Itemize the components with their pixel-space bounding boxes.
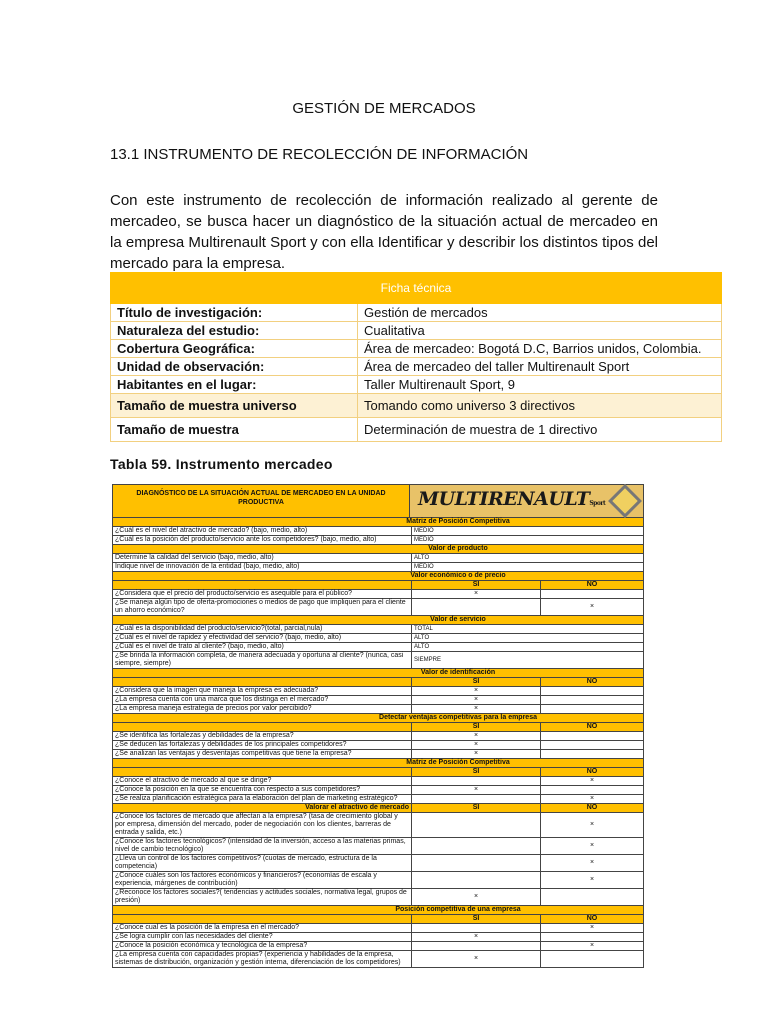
instrument-header	[113, 485, 643, 518]
ficha-value: Gestión de mercados	[358, 304, 722, 322]
no-header: NO	[541, 678, 643, 686]
answer-cell: TOTAL	[414, 626, 433, 632]
yes-no-header	[113, 678, 643, 687]
yes-cell: ×	[412, 590, 541, 598]
no-header: NO	[541, 581, 643, 589]
question-cell: ¿La empresa maneja estrategia de precios por valor percibido?	[113, 705, 412, 713]
yes-cell: ×	[412, 705, 541, 713]
table-row	[113, 750, 643, 759]
table-row	[113, 942, 643, 951]
table-row	[113, 777, 643, 786]
ficha-label: Cobertura Geográfica:	[111, 340, 358, 358]
yes-cell	[412, 795, 541, 803]
section-heading: Detectar ventajas competitivas para la empresa	[113, 714, 643, 723]
question-cell: ¿Conoce el atractivo de mercado al que se dirige?	[113, 777, 412, 785]
section-heading: Valor económico o de precio	[113, 572, 643, 581]
table-row	[113, 536, 643, 545]
table-row	[113, 696, 643, 705]
question-cell: ¿Lleva un control de los factores competitivos? (cuotas de mercado, estructura de la competencia)	[113, 855, 412, 871]
logo-wordmark: MULTIRENAULTSport	[418, 487, 606, 510]
no-cell	[541, 590, 643, 598]
question-cell: ¿Cuál es el nivel del atractivo de mercado? (bajo, medio, alto)	[113, 527, 412, 535]
instrument-heading: DIAGNÓSTICO DE LA SITUACIÓN ACTUAL DE MERCADEO EN LA UNIDAD PRODUCTIVA	[113, 485, 410, 517]
yes-header: SI	[412, 915, 541, 923]
table-row	[113, 786, 643, 795]
ficha-value: Área de mercadeo: Bogotá D.C, Barrios unidos, Colombia.	[358, 340, 722, 358]
table-row	[113, 838, 643, 855]
yes-cell	[412, 599, 541, 615]
table-row	[111, 418, 722, 442]
table-row	[111, 358, 722, 376]
table-row	[113, 599, 643, 616]
section-heading: Valor de servicio	[113, 616, 643, 625]
yes-cell	[412, 813, 541, 837]
table-row	[113, 741, 643, 750]
yes-cell	[412, 942, 541, 950]
table-row	[113, 634, 643, 643]
section-title: 13.1 INSTRUMENTO DE RECOLECCIÓN DE INFORMACIÓN	[110, 146, 529, 163]
question-cell: ¿Conoce la posición en la que se encuentra con respecto a sus competidores?	[113, 786, 412, 794]
table-row	[113, 855, 643, 872]
no-cell: ×	[589, 859, 595, 866]
question-cell: ¿Conoce la posición económica y tecnológica de la empresa?	[113, 942, 412, 950]
no-cell: ×	[589, 876, 595, 883]
table-row	[113, 625, 643, 634]
yes-cell: ×	[412, 687, 541, 695]
question-cell: Determine la calidad del servicio (bajo, medio, alto)	[113, 554, 412, 562]
question-cell: ¿Cuál es el nivel de trato al cliente? (bajo, medio, alto)	[113, 643, 412, 651]
section-heading: Valor de producto	[113, 545, 643, 554]
renault-diamond-icon	[608, 484, 642, 518]
question-cell: ¿Se deducen las fortalezas y debilidades de los principales competidores?	[113, 741, 412, 749]
ficha-label: Tamaño de muestra universo	[111, 394, 358, 418]
question-cell: ¿Se maneja algún tipo de oferta-promociones o medios de pago que impliquen para el cliente un ahorro económico?	[113, 599, 412, 615]
yes-no-header	[113, 723, 643, 732]
yes-no-header	[113, 768, 643, 777]
instrument-table	[112, 484, 644, 968]
table-row	[113, 563, 643, 572]
no-cell: ×	[589, 924, 595, 931]
yes-cell: ×	[412, 889, 541, 905]
no-cell: ×	[589, 942, 595, 949]
yes-cell	[412, 777, 541, 785]
question-cell: ¿Cuál es la posición del producto/servicio ante los competidores? (bajo, medio, alto)	[113, 536, 412, 544]
no-header: NO	[541, 768, 643, 776]
table-row	[113, 554, 643, 563]
intro-paragraph: Con este instrumento de recolección de información realizado al gerente de mercadeo, se busca hacer un diagnóstico de la situación actual de mercadeo en la empresa Multirenault Sport y con ella Identificar y describir los distintos tipos del mercado para la empresa.	[110, 192, 658, 272]
no-cell	[541, 951, 643, 967]
yes-no-header	[113, 581, 643, 590]
no-cell: ×	[589, 821, 595, 828]
yes-header: SI	[412, 678, 541, 686]
yes-cell: ×	[412, 786, 541, 794]
question-cell: ¿Se logra cumplir con las necesidades del cliente?	[113, 933, 412, 941]
yes-header: SI	[412, 768, 541, 776]
no-cell	[541, 732, 643, 740]
ficha-value: Determinación de muestra de 1 directivo	[358, 418, 722, 442]
question-cell: ¿Cuál es la disponibilidad del producto/servicio?(total, parcial,nula)	[113, 625, 412, 633]
no-cell: ×	[589, 777, 595, 784]
table-row	[113, 924, 643, 933]
question-cell: ¿La empresa cuenta con capacidades propias? (experiencia y habilidades de la empresa, sistemas de distribución, organización y gestión interna, diferenciación de los competidores)	[113, 951, 412, 967]
no-cell: ×	[589, 842, 595, 849]
ficha-value: Cualitativa	[358, 322, 722, 340]
no-cell	[541, 750, 643, 758]
yes-cell	[412, 855, 541, 871]
question-cell: ¿Cuál es el nivel de rapidez y efectividad del servicio? (bajo, medio, alto)	[113, 634, 412, 642]
question-cell: ¿Se analizan las ventajas y desventajas competitivas que tiene la empresa?	[113, 750, 412, 758]
ficha-value: Taller Multirenault Sport, 9	[358, 376, 722, 394]
no-header: NO	[541, 804, 643, 812]
table-row	[113, 872, 643, 889]
yes-header: SI	[412, 581, 541, 589]
yes-header: SI	[412, 723, 541, 731]
table-row	[113, 652, 643, 669]
yes-cell: ×	[412, 951, 541, 967]
table-row	[111, 304, 722, 322]
answer-cell: ALTO	[414, 635, 430, 641]
yes-cell: ×	[412, 933, 541, 941]
section-heading: Matriz de Posición Competitiva	[113, 518, 643, 527]
question-cell: ¿Se identifica las fortalezas y debilidades de la empresa?	[113, 732, 412, 740]
table-row	[111, 322, 722, 340]
no-cell	[541, 889, 643, 905]
yes-header: SI	[412, 804, 541, 812]
yes-cell	[412, 924, 541, 932]
table-row	[113, 527, 643, 536]
no-header: NO	[541, 915, 643, 923]
ficha-value: Tomando como universo 3 directivos	[358, 394, 722, 418]
no-cell	[541, 933, 643, 941]
section-heading: Posición competitiva de una empresa	[113, 906, 643, 915]
no-cell	[541, 687, 643, 695]
table-row	[113, 732, 643, 741]
question-cell: ¿Reconoce los factores sociales?( tendencias y actitudes sociales, normativa legal, grupos de presión)	[113, 889, 412, 905]
question-cell: ¿Conoce cual es la posición de la empresa en el mercado?	[113, 924, 412, 932]
question-cell: ¿Se realiza planificación estratégica para la elaboración del plan de marketing estratégico?	[113, 795, 412, 803]
no-cell: ×	[589, 603, 595, 610]
table-row	[113, 933, 643, 942]
yes-cell: ×	[412, 750, 541, 758]
question-cell: ¿Considera que la imagen que maneja la empresa es adecuada?	[113, 687, 412, 695]
section-heading: Valor de identificación	[113, 669, 643, 678]
yes-cell: ×	[412, 696, 541, 704]
answer-cell: ALTO	[414, 555, 430, 561]
section-heading: Valorar el atractivo de mercado	[113, 804, 412, 812]
answer-cell: SIEMPRE	[414, 657, 442, 663]
table-row	[113, 951, 643, 967]
section-heading-row	[113, 804, 643, 813]
table-row	[113, 705, 643, 714]
question-cell: ¿Considera que el precio del producto/servicio es asequible para el público?	[113, 590, 412, 598]
ficha-label: Título de investigación:	[111, 304, 358, 322]
section-heading: Matriz de Posición Competitiva	[113, 759, 643, 768]
table-row	[113, 590, 643, 599]
table-row	[113, 687, 643, 696]
table-row	[111, 394, 722, 418]
ficha-label: Habitantes en el lugar:	[111, 376, 358, 394]
answer-cell: MEDIO	[414, 564, 434, 570]
answer-cell: ALTO	[414, 644, 430, 650]
table-row	[111, 340, 722, 358]
table-row	[113, 795, 643, 804]
question-cell: ¿Conoce cuáles son los factores económicos y financieros? (economías de escala y experiencia, márgenes de contribución)	[113, 872, 412, 888]
question-cell: ¿Se brinda la información completa, de manera adecuada y oportuna al cliente? (nunca, casi siempre, siempre)	[113, 652, 412, 668]
no-cell	[541, 741, 643, 749]
yes-cell	[412, 838, 541, 854]
no-cell	[541, 696, 643, 704]
ficha-label: Tamaño de muestra	[111, 418, 358, 442]
yes-cell: ×	[412, 741, 541, 749]
page-title: GESTIÓN DE MERCADOS	[292, 100, 476, 117]
answer-cell: MEDIO	[414, 537, 434, 543]
no-cell: ×	[589, 795, 595, 802]
table-row	[113, 813, 643, 838]
ficha-tecnica-table	[110, 272, 722, 442]
yes-cell: ×	[412, 732, 541, 740]
no-cell	[541, 786, 643, 794]
question-cell: ¿La empresa cuenta con una marca que los distinga en el mercado?	[113, 696, 412, 704]
table-row	[113, 889, 643, 906]
yes-no-header	[113, 915, 643, 924]
ficha-header: Ficha técnica	[111, 273, 722, 304]
table-row	[111, 376, 722, 394]
ficha-label: Naturaleza del estudio:	[111, 322, 358, 340]
table-row	[113, 643, 643, 652]
question-cell: ¿Conoce los factores de mercado que affectan a la empresa? (tasa de crecimiento global y por empresa, dimensión del mercado, poder de negociación con los clientes, barreras de entrada y salida, etc.)	[113, 813, 412, 837]
no-header: NO	[541, 723, 643, 731]
ficha-value: Área de mercadeo del taller Multirenault Sport	[358, 358, 722, 376]
question-cell: Indique nivel de innovación de la entidad (bajo, medio, alto)	[113, 563, 412, 571]
question-cell: ¿Conoce los factores tecnológicos? (intensidad de la inversión, acceso a las materias primas, nivel de cambio tecnológico)	[113, 838, 412, 854]
table-caption: Tabla 59. Instrumento mercadeo	[110, 456, 333, 472]
yes-cell	[412, 872, 541, 888]
no-cell	[541, 705, 643, 713]
ficha-label: Unidad de observación:	[111, 358, 358, 376]
answer-cell: MEDIO	[414, 528, 434, 534]
multirenault-logo	[410, 485, 643, 517]
